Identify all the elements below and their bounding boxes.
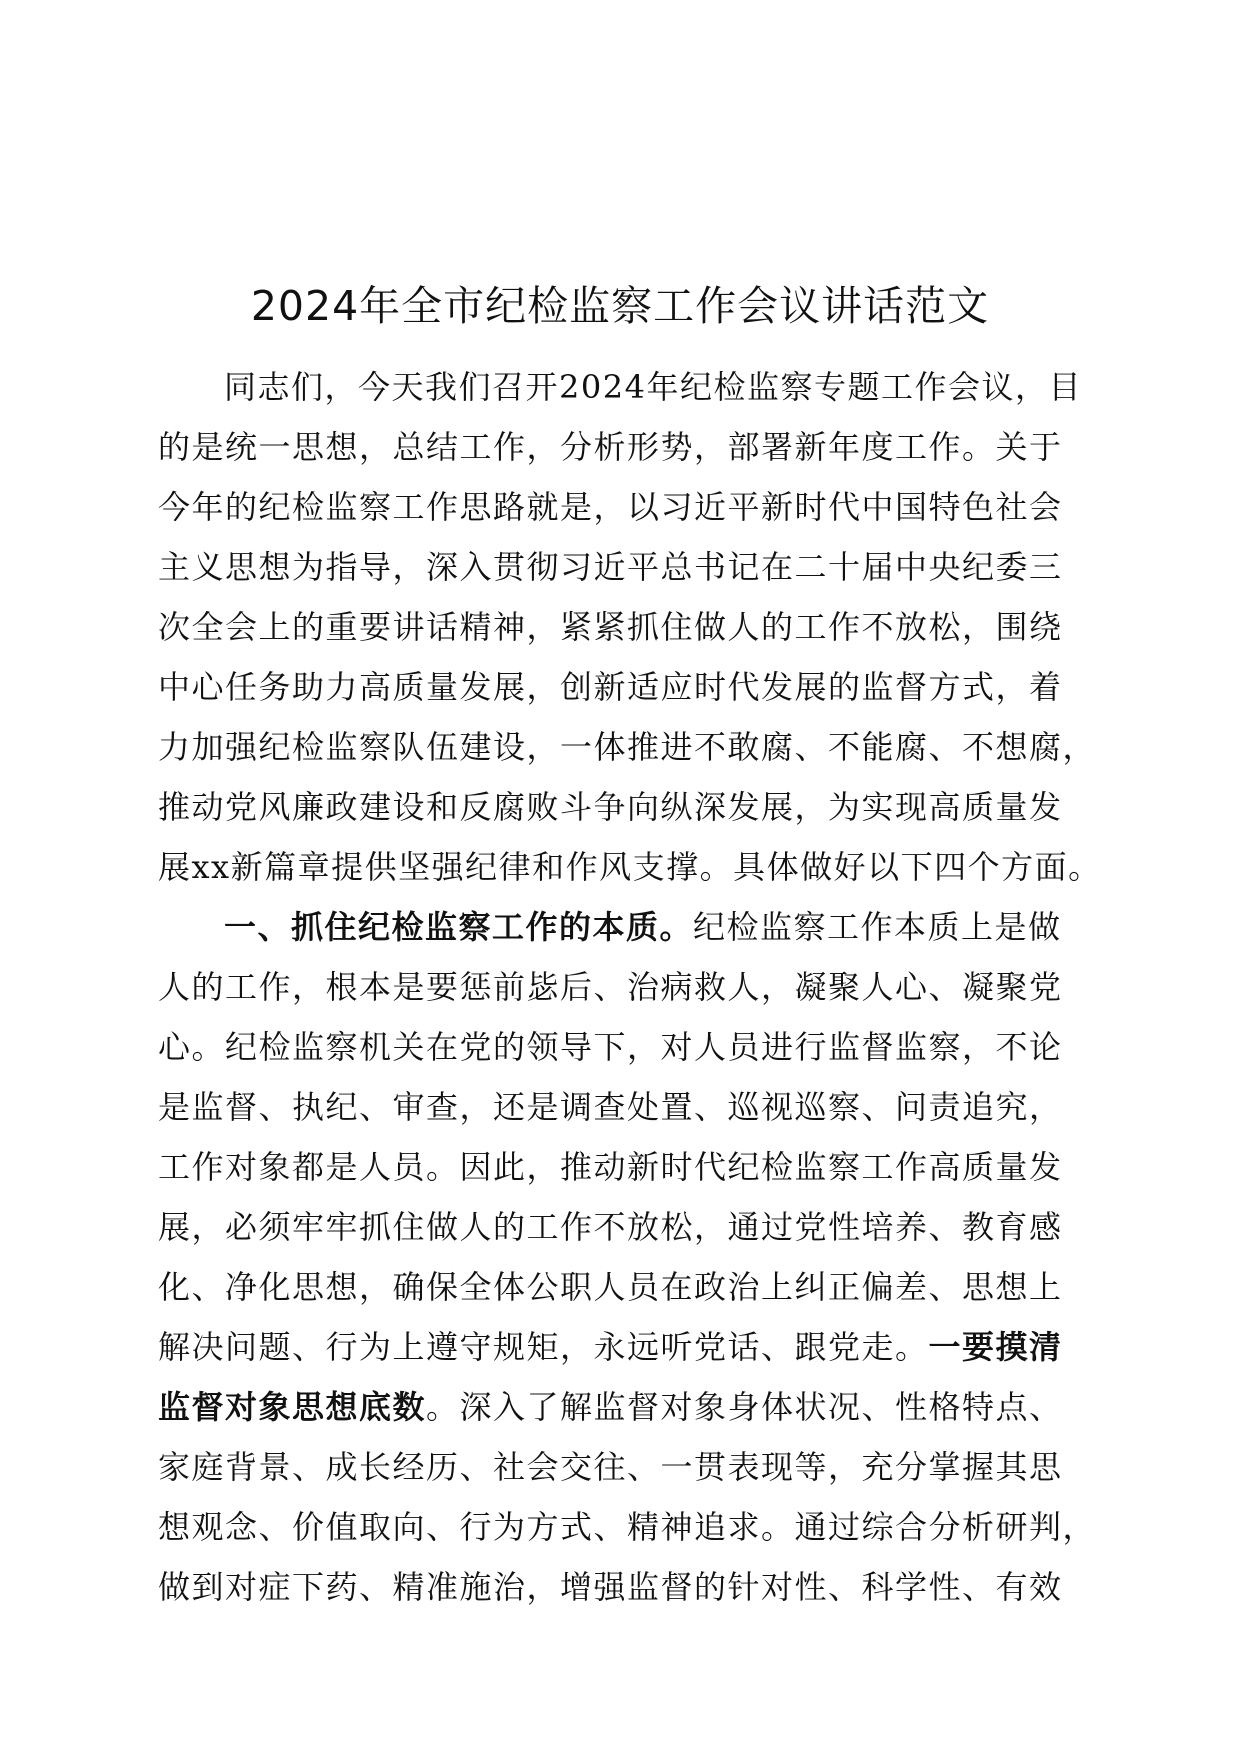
- text-line: 家庭背景、成长经历、社会交往、一贯表现等，充分掌握其思: [158, 1448, 1063, 1486]
- text-segment: 。深入了解监督对象身体状况、性格特点、: [426, 1388, 1063, 1426]
- text-line: 心。纪检监察机关在党的领导下，对人员进行监督监察，不论: [158, 1028, 1063, 1066]
- sub-heading-part-2: 监督对象思想底数: [158, 1388, 427, 1426]
- text-line: 化、净化思想，确保全体公职人员在政治上纠正偏差、思想上: [158, 1268, 1063, 1306]
- sub-heading-part-1: 一要摸清: [928, 1328, 1063, 1366]
- text-line: 人的工作，根本是要惩前毖后、治病救人，凝聚人心、凝聚党: [158, 968, 1063, 1006]
- text-line: 推动党风廉政建设和反腐败斗争向纵深发展，为实现高质量发: [158, 788, 1063, 826]
- text-line: 的是统一思想，总结工作，分析形势，部署新年度工作。关于: [158, 428, 1063, 466]
- document-body: [158, 357, 1102, 1617]
- text-line: 今年的纪检监察工作思路就是，以习近平新时代中国特色社会: [158, 488, 1063, 526]
- section-1-first-line-rest: 纪检监察工作本质上是做: [693, 908, 1062, 946]
- text-line-with-subheading: [158, 1317, 1075, 1377]
- text-line: 中心任务助力高质量发展，创新适应时代发展的监督方式，着: [158, 668, 1063, 706]
- text-line: 次全会上的重要讲话精神，紧紧抓住做人的工作不放松，围绕: [158, 608, 1063, 646]
- text-line: 同志们，今天我们召开2024年纪检监察专题工作会议，目: [224, 368, 1082, 406]
- text-line: 力加强纪检监察队伍建设，一体推进不敢腐、不能腐、不想腐，: [158, 728, 1097, 766]
- text-line: 展xx新篇章提供坚强纪律和作风支撑。具体做好以下四个方面。: [158, 848, 1102, 886]
- text-segment: 解决问题、行为上遵守规矩，永远听党话、跟党走。: [158, 1328, 929, 1366]
- text-line: 工作对象都是人员。因此，推动新时代纪检监察工作高质量发: [158, 1148, 1063, 1186]
- document-title: 2024年全市纪检监察工作会议讲话范文: [250, 282, 990, 330]
- text-line: 主义思想为指导，深入贯彻习近平总书记在二十届中央纪委三: [158, 548, 1063, 586]
- text-line: 是监督、执纪、审查，还是调查处置、巡视巡察、问责追究，: [158, 1088, 1063, 1126]
- text-line: 展，必须牢牢抓住做人的工作不放松，通过党性培养、教育感: [158, 1208, 1063, 1246]
- text-line: 想观念、价值取向、行为方式、精神追求。通过综合分析研判，: [158, 1508, 1097, 1546]
- text-line: 做到对症下药、精准施治，增强监督的针对性、科学性、有效: [158, 1568, 1063, 1606]
- text-line-with-subheading: [158, 1377, 1075, 1437]
- section-1-first-line: [158, 897, 1075, 957]
- section-1-heading: 一、抓住纪检监察工作的本质。: [224, 908, 694, 946]
